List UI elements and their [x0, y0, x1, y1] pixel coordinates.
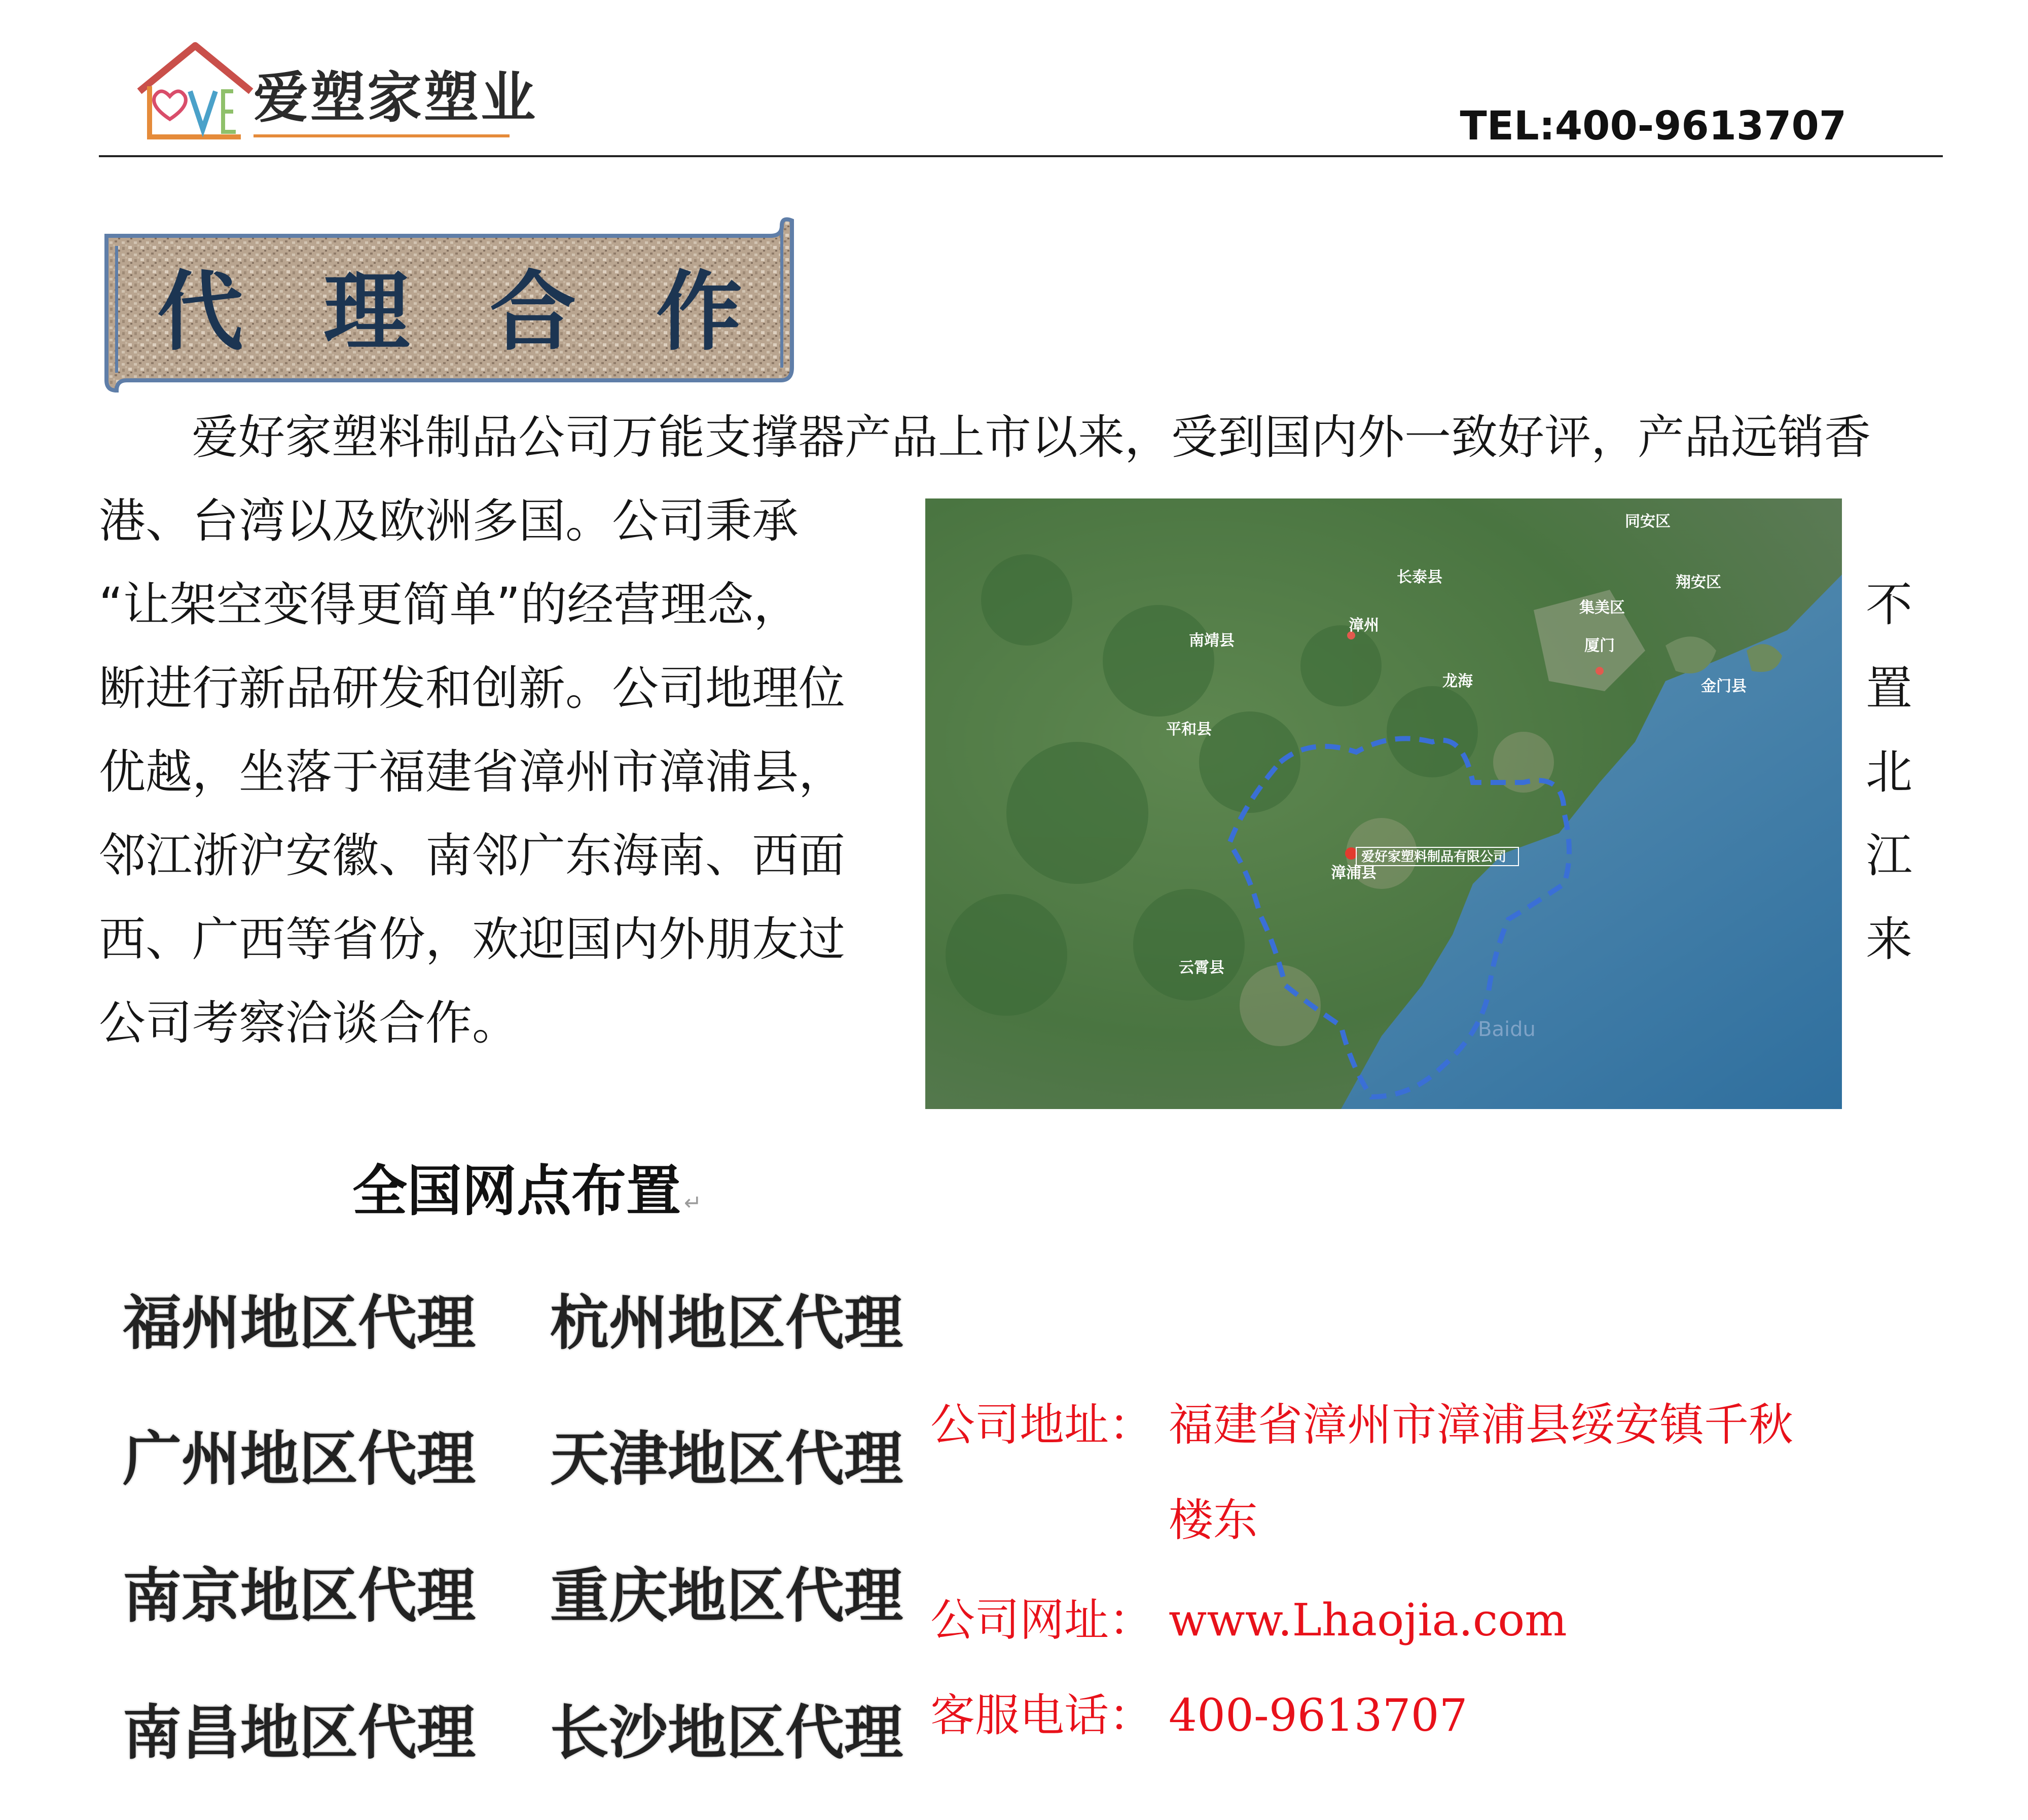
agent-region: 南京地区代理 [123, 1562, 476, 1630]
map-label: 翔安区 [1676, 574, 1721, 591]
header-divider [99, 155, 1943, 157]
map-label: 漳州 [1349, 617, 1379, 634]
address-label: 公司地址： [930, 1399, 1154, 1451]
agent-region: 重庆地区代理 [550, 1562, 903, 1630]
phone-number: 400-9613707 [1169, 1689, 1468, 1741]
agent-region: 天津地区代理 [550, 1425, 903, 1493]
intro-line: 港、台湾以及欧洲多国。公司秉承 [99, 494, 799, 548]
map-label: 爱好家塑料制品有限公司 [1361, 849, 1507, 865]
address-line-2: 楼东 [1169, 1494, 1258, 1546]
intro-line: 优越，坐落于福建省漳州市漳浦县， [99, 745, 846, 799]
brand-underline [254, 134, 510, 137]
intro-line: 公司考察洽谈合作。 [99, 996, 519, 1050]
banner-title: 代理合作 [157, 261, 823, 363]
agent-region: 长沙地区代理 [550, 1699, 903, 1767]
map-label: 厦门 [1584, 637, 1615, 655]
agent-region: 广州地区代理 [123, 1425, 476, 1493]
location-map [925, 498, 1842, 1109]
phone-label: 客服电话： [930, 1689, 1154, 1741]
intro-wrap-char: 置 [1866, 661, 1913, 716]
network-title [352, 1159, 702, 1225]
map-label: 集美区 [1579, 599, 1625, 617]
agent-region: 南昌地区代理 [123, 1699, 476, 1767]
intro-first-line: 爱好家塑料制品公司万能支撑器产品上市以来，受到国内外一致好评，产品远销香 [192, 410, 1871, 465]
website-label: 公司网址： [930, 1594, 1154, 1646]
intro-wrap-char: 来 [1866, 912, 1913, 967]
map-label: 龙海 [1442, 672, 1473, 690]
house-logo-icon [134, 35, 256, 142]
intro-line: 西、广西等省份，欢迎国内外朋友过 [99, 912, 846, 967]
intro-wrap-char: 不 [1866, 578, 1913, 632]
website-link[interactable]: www.Lhaojia.com [1169, 1594, 1567, 1646]
map-label: 云霄县 [1179, 959, 1224, 977]
intro-line: 邻江浙沪安徽、南邻广东海南、西面 [99, 829, 846, 883]
intro-line: 断进行新品研发和创新。公司地理位 [99, 661, 846, 716]
company-logo [134, 35, 538, 142]
map-label: 长泰县 [1397, 568, 1442, 586]
map-label: 南靖县 [1189, 632, 1235, 650]
map-label: 金门县 [1701, 677, 1747, 695]
agent-region: 杭州地区代理 [550, 1289, 903, 1358]
paragraph-mark-icon: ↵ [684, 1190, 702, 1215]
intro-wrap-char: 江 [1866, 829, 1913, 883]
brand-name: 爱塑家塑业 [254, 66, 538, 130]
address-line-1: 福建省漳州市漳浦县绥安镇千秋 [1169, 1399, 1794, 1451]
intro-line: “让架空变得更简单”的经营理念， [99, 578, 801, 632]
intro-wrap-char: 北 [1866, 745, 1913, 799]
map-label: 同安区 [1625, 513, 1671, 530]
map-watermark: Baidu [1478, 1018, 1536, 1041]
agent-region: 福州地区代理 [123, 1289, 476, 1358]
intro-right-column [1866, 563, 1912, 981]
intro-left-column [99, 479, 845, 1065]
header-tel: TEL:400-9613707 [1460, 103, 1846, 149]
map-label: 平和县 [1166, 721, 1212, 738]
map-label: 漳浦县 [1331, 864, 1377, 882]
section-banner [96, 216, 823, 393]
network-title-text: 全国网点布置 [352, 1160, 681, 1223]
